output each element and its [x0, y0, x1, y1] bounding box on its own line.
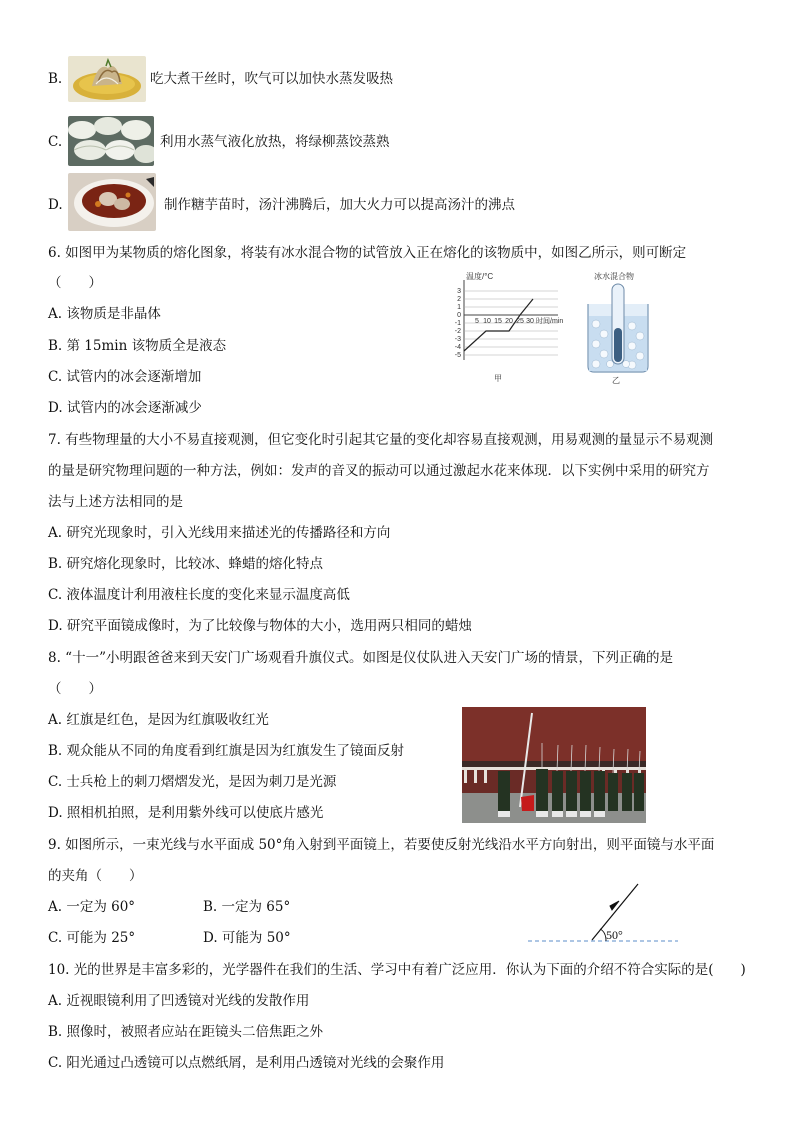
q7-option-a: A. 研究光现象时，引入光线用来描述光的传播路径和方向	[48, 525, 391, 541]
ytick: 0	[457, 312, 461, 319]
xtick: 15	[494, 318, 502, 325]
melting-graph	[448, 268, 578, 388]
q9-stem-line1: 9. 如图所示，一束光线与水平面成 50°角入射到平面镜上，若要使反射光线沿水平方向射出，则平面镜与水平面	[48, 837, 715, 853]
q7-option-b: B. 研究熔化现象时，比较冰、蜂蜡的熔化特点	[48, 556, 324, 572]
xtick: 30	[526, 318, 534, 325]
q5-option-d-label: D.	[48, 197, 63, 213]
ytick: -5	[454, 352, 461, 359]
q7-option-c: C. 液体温度计利用液柱长度的变化来显示温度高低	[48, 587, 350, 603]
q7-stem-line3: 法与上述方法相同的是	[48, 494, 183, 510]
xtick: 20	[505, 318, 513, 325]
q8-option-c: C. 士兵枪上的刺刀熠熠发光，是因为刺刀是光源	[48, 774, 337, 790]
ytick: 2	[457, 296, 461, 303]
q9-option-a: A. 一定为 60°	[48, 899, 136, 915]
q7-option-d: D. 研究平面镜成像时，为了比较像与物体的大小，选用两只相同的蜡烛	[48, 618, 472, 634]
q9-option-c: C. 可能为 25°	[48, 930, 136, 946]
graph-yticks	[455, 288, 461, 359]
beaker-label: 冰水混合物	[594, 272, 634, 281]
ytick: 1	[457, 304, 461, 311]
q5-option-b-label: B.	[48, 71, 63, 87]
q9-option-b: B. 一定为 65°	[203, 899, 291, 915]
graph-caption: 甲	[494, 374, 502, 383]
ytick: 3	[457, 288, 461, 295]
angle-label: 50°	[606, 928, 623, 942]
ytick: -1	[454, 320, 461, 327]
food-photo-dried-tofu	[68, 56, 146, 102]
q6-option-d: D. 试管内的冰会逐渐减少	[48, 400, 202, 416]
food-photo-dumplings	[68, 116, 154, 166]
food-photo-taro-soup	[68, 173, 156, 231]
q8-stem-line2: （ ）	[48, 681, 102, 697]
xtick: 5	[475, 318, 479, 325]
ytick: -4	[454, 344, 461, 351]
graph-xticks	[475, 318, 534, 325]
q6-option-b: B. 第 15min 该物质全是液态	[48, 338, 227, 354]
beaker-caption: 乙	[612, 376, 620, 385]
q6-stem-line2: （ ）	[48, 275, 102, 291]
q5-option-d-text: 制作糖芋苗时，汤汁沸腾后，加大火力可以提高汤汁的沸点	[164, 197, 515, 213]
q5-option-b-text: 吃大煮干丝时，吹气可以加快水蒸发吸热	[150, 71, 393, 87]
q5-option-c-label: C.	[48, 134, 63, 150]
q10-option-b: B. 照像时，被照者应站在距镜头二倍焦距之外	[48, 1024, 324, 1040]
q6-option-c: C. 试管内的冰会逐渐增加	[48, 369, 202, 385]
q10-option-c: C. 阳光通过凸透镜可以点燃纸屑，是利用凸透镜对光线的会聚作用	[48, 1055, 445, 1071]
honor-guard-photo	[462, 707, 646, 823]
q7-stem-line1: 7. 有些物理量的大小不易直接观测，但它变化时引起其它量的变化却容易直接观测，用易观测的量显示不易观测	[48, 432, 714, 448]
light-ray-diagram	[524, 880, 684, 946]
q8-stem-line1: 8. “十一”小明跟爸爸来到天安门广场观看升旗仪式。如图是仪仗队进入天安门广场的情景，下列正确的是	[48, 650, 673, 666]
q10-option-a: A. 近视眼镜利用了凹透镜对光线的发散作用	[48, 993, 310, 1009]
q5-option-c-text: 利用水蒸气液化放热，将绿柳蒸饺蒸熟	[160, 134, 390, 150]
q10-stem: 10. 光的世界是丰富多彩的，光学器件在我们的生活、学习中有着广泛应用．你认为下面的介绍不符合实际的是( )	[48, 962, 746, 978]
xtick: 10	[483, 318, 491, 325]
q9-stem-line2: 的夹角（ ）	[48, 868, 143, 884]
q7-stem-line2: 的量是研究物理问题的一种方法，例如：发声的音叉的振动可以通过激起水花来体现．以下实例中采用的研究方	[48, 463, 710, 479]
q9-option-d: D. 可能为 50°	[203, 930, 291, 946]
q8-option-a: A. 红旗是红色，是因为红旗吸收红光	[48, 712, 269, 728]
q8-option-d: D. 照相机拍照，是利用紫外线可以使底片感光	[48, 805, 324, 821]
q6-stem-line1: 6. 如图甲为某物质的熔化图象，将装有冰水混合物的试管放入正在熔化的该物质中，如图乙所示，则可断定	[48, 245, 687, 261]
graph-xlabel: 时间/min	[536, 318, 564, 325]
q8-option-b: B. 观众能从不同的角度看到红旗是因为红旗发生了镜面反射	[48, 743, 405, 759]
q6-option-a: A. 该物质是非晶体	[48, 306, 161, 322]
test-tube-content	[614, 328, 622, 362]
xtick: 25	[516, 318, 524, 325]
graph-ylabel: 温度/°C	[466, 272, 494, 281]
ytick: -3	[454, 336, 461, 343]
beaker-figure	[580, 268, 660, 388]
ytick: -2	[454, 328, 461, 335]
